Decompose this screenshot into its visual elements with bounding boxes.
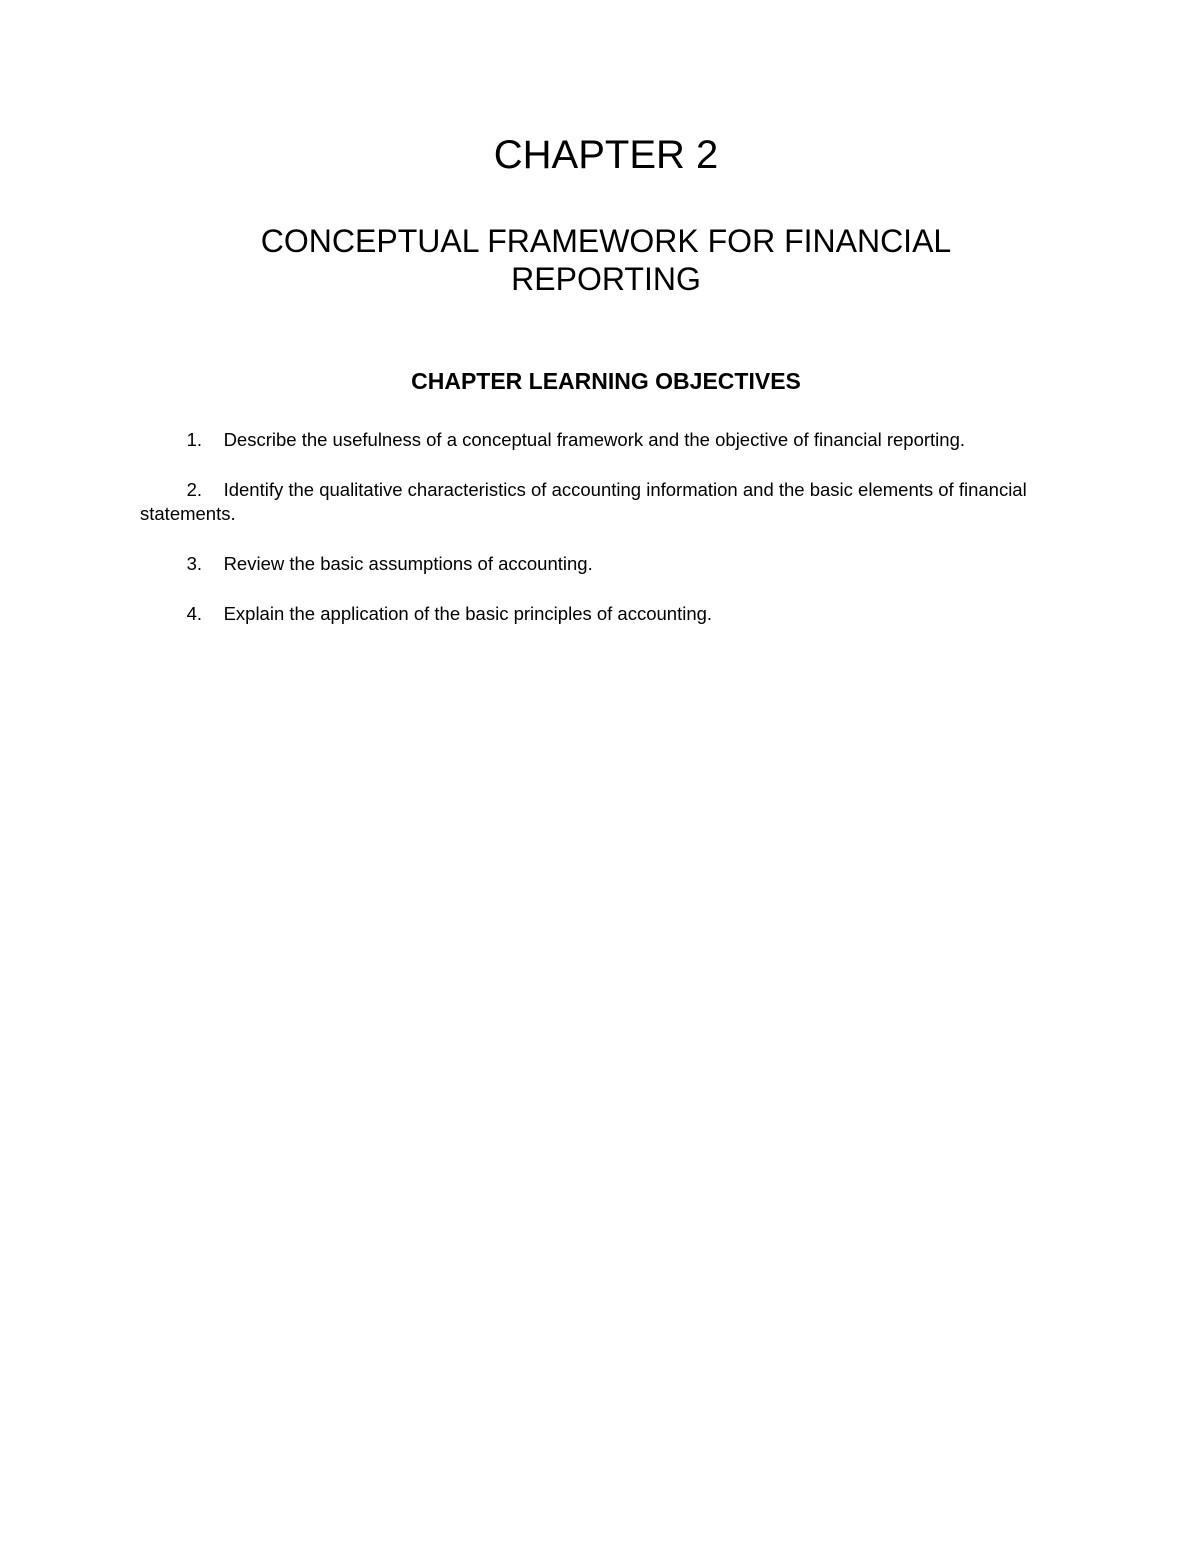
- objective-number: 2.: [186, 479, 202, 500]
- objective-text: Describe the usefulness of a conceptual framework and the objective of financial reporting.: [223, 429, 966, 450]
- objective-number: 4.: [186, 603, 202, 624]
- objective-item: [140, 552, 1080, 576]
- chapter-title-line-1: CONCEPTUAL FRAMEWORK FOR FINANCIAL: [260, 223, 952, 259]
- chapter-title-line-2: REPORTING: [511, 261, 701, 297]
- objective-item: [140, 602, 1080, 626]
- chapter-number: CHAPTER 2: [493, 133, 719, 177]
- objective-item: [140, 478, 1080, 526]
- objective-number: 3.: [186, 553, 202, 574]
- objective-item: [140, 428, 1080, 452]
- objective-text: Review the basic assumptions of accounting.: [223, 553, 593, 574]
- objective-text: Identify the qualitative characteristics of accounting information and the basic elements of financial statements.: [140, 479, 1027, 524]
- learning-objectives-heading: CHAPTER LEARNING OBJECTIVES: [411, 368, 801, 394]
- chapter-title: [0, 222, 1200, 298]
- objective-text: Explain the application of the basic principles of accounting.: [223, 603, 713, 624]
- objective-number: 1.: [186, 429, 202, 450]
